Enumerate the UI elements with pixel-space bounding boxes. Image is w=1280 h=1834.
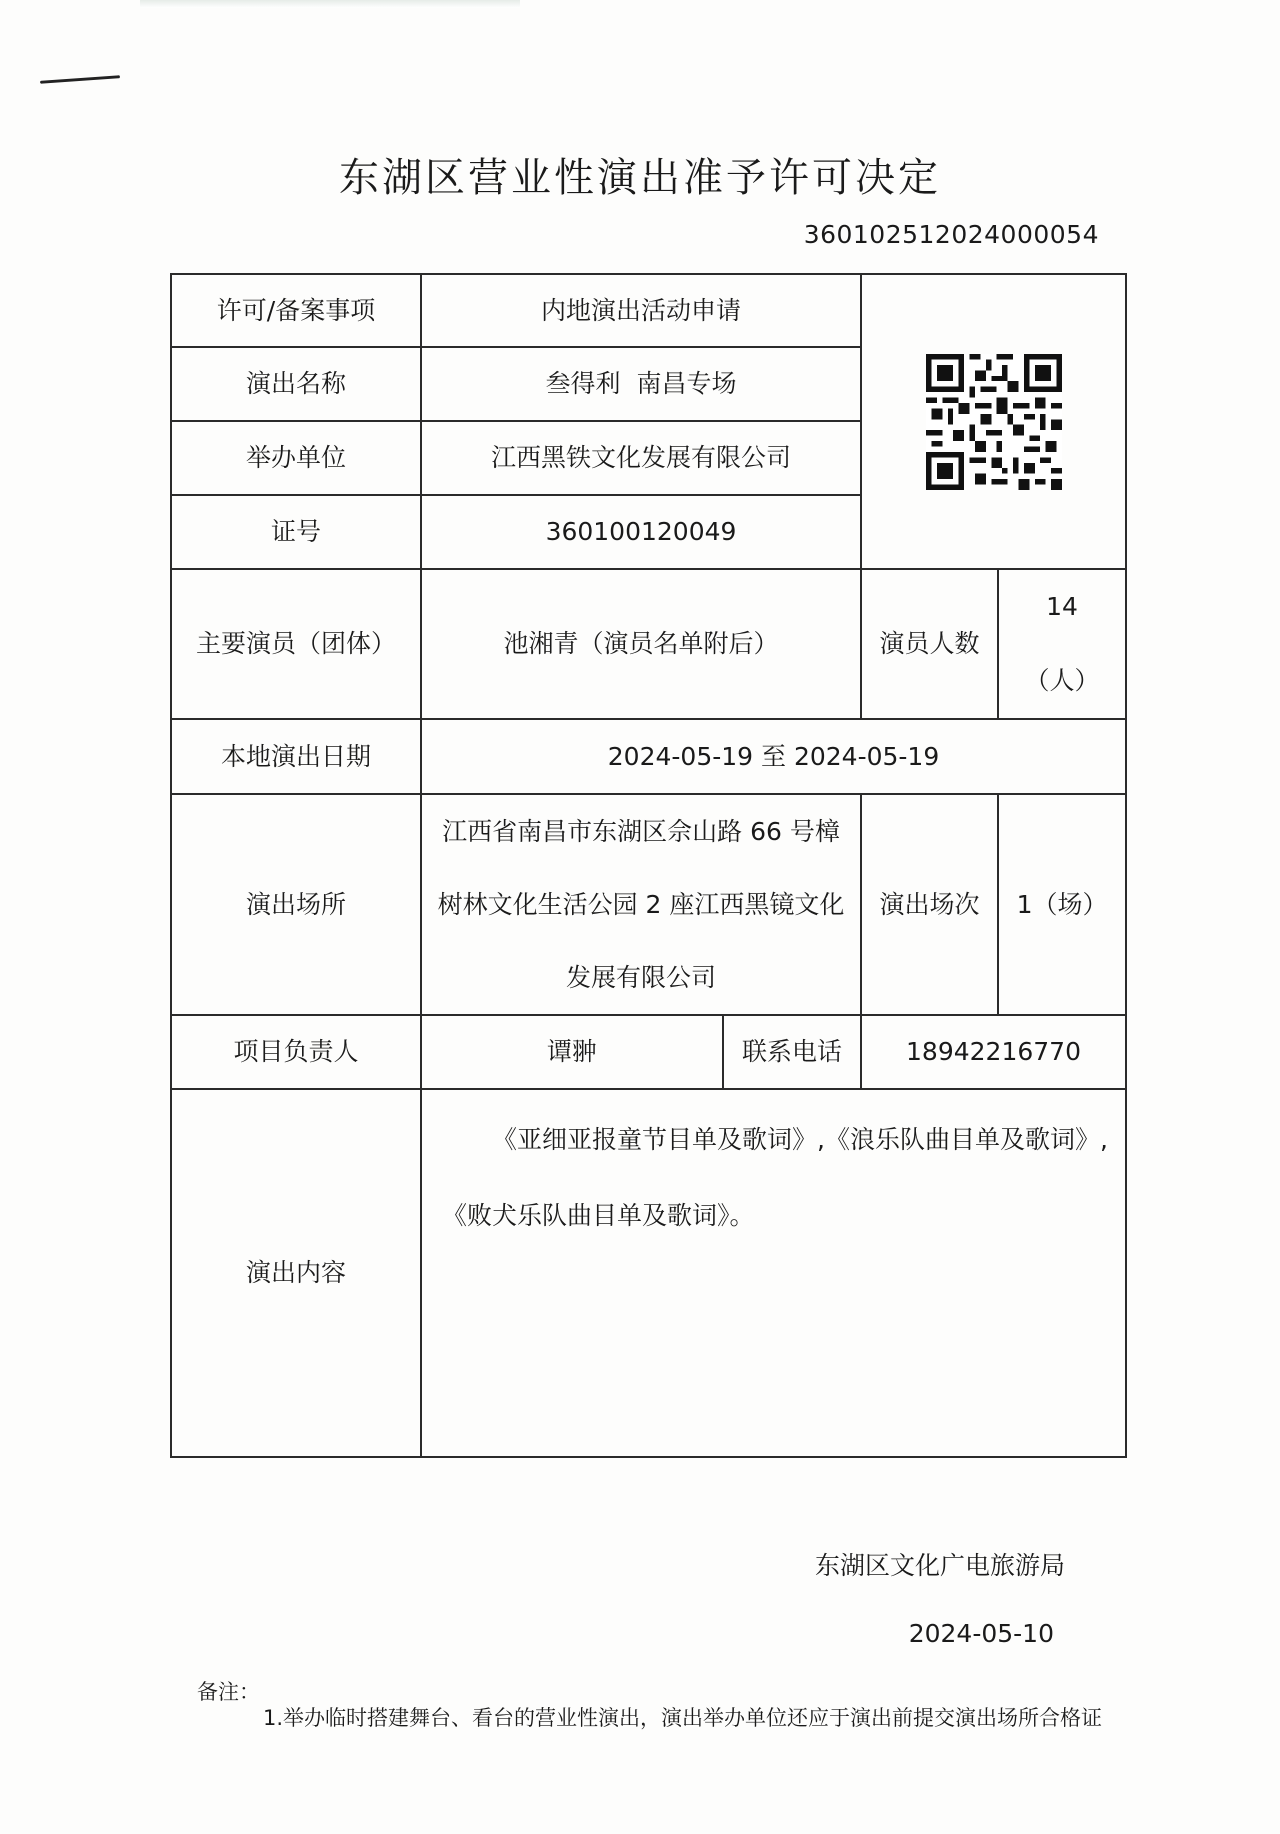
row-show-dates [171,719,1126,794]
document-title: 东湖区营业性演出准予许可决定 [339,155,941,201]
permit-form-table [170,273,1127,1458]
note-item-1: 1.举办临时搭建舞台、看台的营业性演出，演出举办单位还应于演出前提交演出场所合格证 [263,1706,1103,1730]
content-line-2: 《败犬乐队曲目单及歌词》。 [442,1201,755,1230]
row-project-lead [171,1015,1126,1089]
show-name-value: 叁得利 南昌专场 [421,347,861,421]
performer-count-unit: （人） [1024,666,1100,695]
permit-item-value: 内地演出活动申请 [421,274,861,347]
sessions-label: 演出场次 [861,794,998,1015]
show-name-label: 演出名称 [171,347,421,421]
project-lead-value: 谭翀 [421,1015,723,1089]
document-number: 360102512024000054 [803,220,1099,249]
qr-cell [861,274,1126,569]
license-no-label: 证号 [171,495,421,569]
performer-count-value: 14 [1046,592,1078,621]
issuing-authority: 东湖区文化广电旅游局 [814,1551,1065,1580]
issue-date: 2024-05-10 [908,1619,1054,1648]
sessions-value: 1（场） [998,794,1126,1015]
show-dates-value: 2024-05-19 至 2024-05-19 [421,719,1126,794]
performer-count-cell [998,569,1126,719]
qr-code-icon [926,354,1062,490]
show-dates-label: 本地演出日期 [171,719,421,794]
venue-value: 江西省南昌市东湖区佘山路 66 号樟树林文化生活公园 2 座江西黑镜文化发展有限公司 [421,794,861,1015]
content-line-1: 《亚细亚报童节目单及歌词》,《浪乐队曲目单及歌词》, [492,1125,1108,1154]
organizer-value: 江西黑铁文化发展有限公司 [421,421,861,495]
row-permit-item [171,274,1126,347]
row-main-performers [171,569,1126,719]
content-label: 演出内容 [171,1089,421,1457]
organizer-label: 举办单位 [171,421,421,495]
row-venue [171,794,1126,1015]
notes-label: 备注： [197,1680,260,1704]
phone-label: 联系电话 [723,1015,861,1089]
project-lead-label: 项目负责人 [171,1015,421,1089]
scan-edge-artifact [140,0,520,8]
license-no-value: 360100120049 [421,495,861,569]
main-performers-label: 主要演员（团体） [171,569,421,719]
permit-item-label: 许可/备案事项 [171,274,421,347]
performer-count-label: 演员人数 [861,569,998,719]
content-value [421,1089,1126,1457]
main-performers-value: 池湘青（演员名单附后） [421,569,861,719]
phone-value: 18942216770 [861,1015,1126,1089]
row-content [171,1089,1126,1457]
venue-label: 演出场所 [171,794,421,1015]
pen-mark [40,75,120,84]
